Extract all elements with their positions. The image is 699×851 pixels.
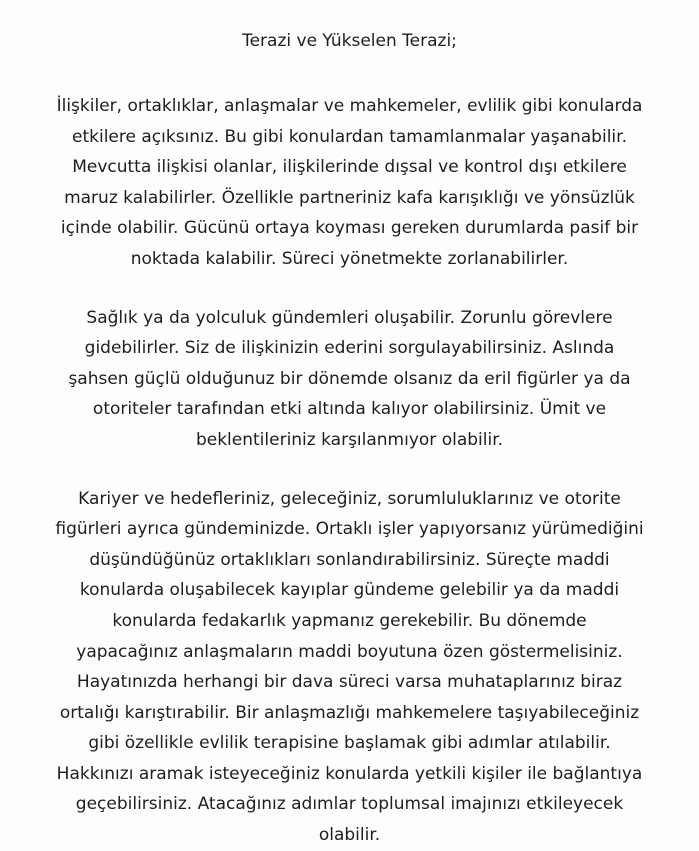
text-line: Kariyer ve hedefleriniz, geleceğiniz, sorumluluklarınız ve otorite [78, 488, 621, 509]
text-line: İlişkiler, ortaklıklar, anlaşmalar ve mahkemeler, evlilik gibi konularda [56, 96, 643, 116]
text-line: konularda oluşabilecek kayıplar gündeme gelebilir ya da maddi [79, 580, 620, 601]
text-line: beklentileriniz karşılanmıyor olabilir. [195, 429, 504, 450]
text-line: etkilere açıksınız. Bu gibi konulardan tamamlanmalar yaşanabilir. [72, 126, 627, 147]
paragraph-health-travel [20, 303, 679, 456]
text-line: gibi özellikle evlilik terapisine başlamak gibi adımlar atılabilir. [88, 733, 611, 754]
text-line: konularda fedakarlık yapmanız gerekebilir. Bu dönemde [112, 610, 587, 631]
text-line: yapacağınız anlaşmaların maddi boyutuna özen göstermelisiniz. [76, 641, 623, 662]
text-line: şahsen güçlü olduğunuz bir dönemde olsanız da eril figürler ya da [68, 368, 631, 389]
text-line: Hakkınızı aramak isteyeceğiniz konularda yetkili kişiler ile bağlantıya [56, 763, 643, 784]
text-line: geçebilirsiniz. Atacağınız adımlar toplumsal imajınızı etkileyecek [75, 794, 624, 815]
paragraph-relationships [20, 91, 679, 275]
text-line: noktada kalabilir. Süreci yönetmekte zorlanabilirler. [130, 248, 569, 269]
text-line: düşündüğünüz ortaklıkları sonlandırabilirsiniz. Süreçte maddi [89, 549, 610, 570]
text-line: Hayatınızda herhangi bir dava süreci varsa muhataplarınız biraz [76, 672, 623, 693]
text-line: Mevcutta ilişkisi olanlar, ilişkilerinde dışsal ve kontrol dışı etkilere [72, 157, 627, 178]
text-line: olabilir. [318, 825, 381, 846]
text-line: gidebilirler. Siz de ilişkinizin ederini sorgulayabilirsiniz. Aslında [84, 338, 615, 359]
text-line: ortalığı karıştırabilir. Bir anlaşmazlığı mahkemelere taşıyabileceğiniz [59, 702, 640, 723]
text-line: içinde olabilir. Gücünü ortaya koyması gereken durumlarda pasif bir [60, 218, 639, 239]
text-line: maruz kalabilirler. Özellikle partneriniz kafa karışıklığı ve yönsüzlük [64, 187, 635, 208]
text-line: figürleri ayrıca gündeminizde. Ortaklı işler yapıyorsanız yürümediğini [55, 519, 644, 540]
paragraph-career [20, 484, 679, 851]
text-line: Sağlık ya da yolculuk gündemleri oluşabilir. Zorunlu görevlere [86, 307, 613, 328]
text-line: otoriteler tarafından etki altında kalıyor olabilirsiniz. Ümit ve [92, 399, 607, 420]
document-title: Terazi ve Yükselen Terazi; [242, 31, 457, 51]
